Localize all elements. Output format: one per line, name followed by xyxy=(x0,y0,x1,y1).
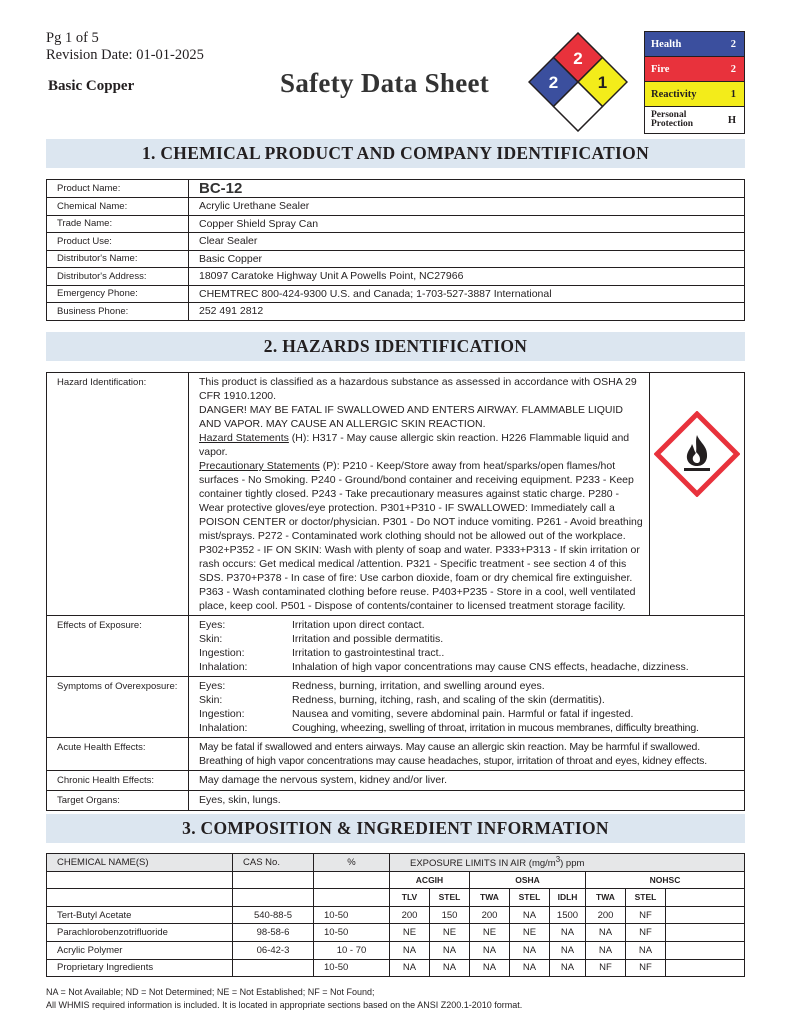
col-cas: CAS No. xyxy=(233,854,314,872)
trade-name-value: Copper Shield Spray Can xyxy=(189,215,745,233)
blank-cell xyxy=(666,941,745,959)
sub-value: Irritation upon direct contact. xyxy=(292,619,425,631)
nfpa-fire-value: 2 xyxy=(573,49,583,68)
table-row xyxy=(47,180,745,198)
acute-health-effects-value: May be fatal if swallowed and enters airways. May cause an allergic skin reaction. May be harmful if swallowed. Breathing of high vapor concentrations may cause headaches, stupor, irritation of throat and eyes, kidney effects. xyxy=(189,738,745,771)
col-acgih-tlv: TLV xyxy=(390,889,430,907)
sub-label: Skin: xyxy=(199,633,223,645)
osha-stel: NA xyxy=(510,906,550,924)
table-row xyxy=(47,285,745,303)
nohsc-twa: NF xyxy=(586,959,626,977)
osha-idlh: NA xyxy=(550,941,586,959)
acgih-tlv: NA xyxy=(390,959,430,977)
hmis-ppe-label-line2: Protection xyxy=(651,119,694,129)
col-osha-stel: STEL xyxy=(510,889,550,907)
nfpa-reactivity-value: 1 xyxy=(597,73,608,92)
hmis-fire-label: Fire xyxy=(651,63,670,75)
document-title: Safety Data Sheet xyxy=(280,68,490,98)
target-organs-value: Eyes, skin, lungs. xyxy=(189,791,745,811)
chronic-health-effects-value: May damage the nervous system, kidney and/or liver. xyxy=(189,771,745,791)
table-row xyxy=(47,771,745,791)
exposure-sup: 3 xyxy=(555,855,561,865)
target-organs-label: Target Organs: xyxy=(47,791,189,811)
osha-idlh: NA xyxy=(550,924,586,942)
precautionary-statements-label: Precautionary Statements xyxy=(199,460,320,472)
table-row xyxy=(47,198,745,216)
chemical-name: Tert-Butyl Acetate xyxy=(47,906,233,924)
table-row xyxy=(47,677,745,738)
emergency-phone-label: Emergency Phone: xyxy=(47,285,189,303)
acgih-stel: 150 xyxy=(430,906,470,924)
col-nohsc-twa: TWA xyxy=(586,889,626,907)
distributor-name-value: Basic Copper xyxy=(189,250,745,268)
col-exposure-limits xyxy=(390,854,745,872)
acgih-stel: NA xyxy=(430,959,470,977)
product-identification-table xyxy=(46,179,745,321)
table-subheader-row xyxy=(47,871,745,889)
sub-value: Nausea and vomiting, severe abdominal pain. Harmful or fatal if ingested. xyxy=(292,708,634,720)
blank-cell xyxy=(47,871,233,889)
sub-value: Inhalation of high vapor concentrations may cause CNS effects, headache, dizziness. xyxy=(292,661,689,673)
cas-number: 540-88-5 xyxy=(233,906,314,924)
page-info xyxy=(46,30,204,64)
table-subheader-row xyxy=(47,889,745,907)
symptoms-of-overexposure-values xyxy=(189,677,745,738)
osha-stel: NE xyxy=(510,924,550,942)
osha-twa: NE xyxy=(470,924,510,942)
effects-inhalation xyxy=(199,660,738,674)
percent: 10-50 xyxy=(314,959,390,977)
effects-ingestion xyxy=(199,646,738,660)
emergency-phone-value: CHEMTREC 800-424-9300 U.S. and Canada; 1-703-527-3887 International xyxy=(189,285,745,303)
hmis-health-value: 2 xyxy=(730,38,736,50)
table-row xyxy=(47,233,745,251)
hazards-table xyxy=(46,372,745,811)
hazard-identification-text xyxy=(189,373,650,616)
hmis-health-label: Health xyxy=(651,38,682,50)
col-acgih: ACGIH xyxy=(390,871,470,889)
nohsc-stel: NF xyxy=(626,924,666,942)
hmis-ppe-value: H xyxy=(727,114,736,126)
table-row xyxy=(47,738,745,771)
hmis-ppe-label-line1: Personal xyxy=(651,110,687,120)
nohsc-stel: NF xyxy=(626,906,666,924)
sub-value: Redness, burning, itching, rash, and scaling of the skin (dermatitis). xyxy=(292,694,605,706)
exposure-suffix: ) ppm xyxy=(560,858,585,870)
hazard-statements: (H): H317 - May cause allergic skin reaction. H226 Flammable liquid and vapor. xyxy=(199,432,630,458)
col-nohsc-stel: STEL xyxy=(626,889,666,907)
hmis-reactivity-label: Reactivity xyxy=(651,88,697,100)
chemical-name: Proprietary Ingredients xyxy=(47,959,233,977)
revision-date: Revision Date: 01-01-2025 xyxy=(46,47,204,63)
chemical-name: Parachlorobenzotrifluoride xyxy=(47,924,233,942)
nohsc-stel: NF xyxy=(626,959,666,977)
hmis-ppe-row xyxy=(645,107,744,133)
nfpa-diamond-icon xyxy=(528,32,628,132)
col-nohsc: NOHSC xyxy=(586,871,745,889)
distributor-name-label: Distributor's Name: xyxy=(47,250,189,268)
chemical-name-value: Acrylic Urethane Sealer xyxy=(189,198,745,216)
sub-label: Ingestion: xyxy=(199,708,245,720)
col-percent: % xyxy=(314,854,390,872)
hmis-ppe-label xyxy=(651,111,726,129)
section-3-header: 3. COMPOSITION & INGREDIENT INFORMATION xyxy=(46,814,745,843)
sub-value: Coughing, wheezing, swelling of throat, irritation in mucous membranes, difficulty breathing. xyxy=(292,722,699,734)
table-row xyxy=(47,373,745,616)
acgih-stel: NA xyxy=(430,941,470,959)
table-row xyxy=(47,924,745,942)
osha-idlh: 1500 xyxy=(550,906,586,924)
table-row xyxy=(47,215,745,233)
sub-label: Skin: xyxy=(199,694,223,706)
distributor-address-value: 18097 Caratoke Highway Unit A Powells Point, NC27966 xyxy=(189,268,745,286)
blank-cell xyxy=(233,871,314,889)
abbreviation-footnote: NA = Not Available; ND = Not Determined; NE = Not Established; NF = Not Found; xyxy=(46,987,375,997)
section-1-header: 1. CHEMICAL PRODUCT AND COMPANY IDENTIFICATION xyxy=(46,139,745,168)
col-acgih-stel: STEL xyxy=(430,889,470,907)
product-use-value: Clear Sealer xyxy=(189,233,745,251)
table-row xyxy=(47,616,745,677)
blank-cell xyxy=(47,889,233,907)
table-row xyxy=(47,906,745,924)
symptoms-inhalation xyxy=(199,721,738,735)
cas-number: 98-58-6 xyxy=(233,924,314,942)
sub-label: Inhalation: xyxy=(199,661,248,673)
distributor-name: Basic Copper xyxy=(48,78,135,94)
percent: 10-50 xyxy=(314,906,390,924)
osha-twa: NA xyxy=(470,959,510,977)
hmis-health-row xyxy=(645,32,744,57)
sub-label: Eyes: xyxy=(199,680,226,692)
exposure-label: EXPOSURE LIMITS IN AIR (mg/m xyxy=(410,858,556,870)
table-row xyxy=(47,303,745,321)
sub-label: Ingestion: xyxy=(199,647,245,659)
symptoms-eyes xyxy=(199,679,738,693)
blank-cell xyxy=(666,959,745,977)
chronic-health-effects-label: Chronic Health Effects: xyxy=(47,771,189,791)
blank-cell xyxy=(233,889,314,907)
nfpa-health-value: 2 xyxy=(548,73,559,92)
percent: 10 - 70 xyxy=(314,941,390,959)
flame-pictogram-icon xyxy=(654,411,740,497)
composition-table xyxy=(46,853,745,977)
hmis-reactivity-value: 1 xyxy=(730,88,736,100)
symptoms-skin xyxy=(199,693,738,707)
blank-cell xyxy=(666,924,745,942)
hazard-danger: DANGER! MAY BE FATAL IF SWALLOWED AND ENTERS AIRWAY. FLAMMABLE LIQUID AND VAPOR. MAY CAUSE AN ALLERGIC SKIN REACTION. xyxy=(199,404,623,430)
trade-name-label: Trade Name: xyxy=(47,215,189,233)
table-row xyxy=(47,250,745,268)
osha-twa: NA xyxy=(470,941,510,959)
product-use-label: Product Use: xyxy=(47,233,189,251)
nohsc-stel: NA xyxy=(626,941,666,959)
blank-cell xyxy=(314,889,390,907)
effects-skin xyxy=(199,632,738,646)
table-row xyxy=(47,791,745,811)
col-osha-idlh: IDLH xyxy=(550,889,586,907)
hmis-label xyxy=(644,31,745,134)
sub-label: Inhalation: xyxy=(199,722,248,734)
col-osha: OSHA xyxy=(470,871,586,889)
symptoms-ingestion xyxy=(199,707,738,721)
precautionary-statements: (P): P210 - Keep/Store away from heat/sparks/open flames/hot surfaces - No Smoking. P240 - Ground/bond container and receiving equipment. P233 - Keep container tightly closed. P243 - Take precautionary measures against static charge. P280 - Wear protective gloves/eye protection. P301+P310 - IF SWALLOWED: Immediately call a POISON CENTER or doctor/physician. P301 - Do NOT induce vomiting. P261 - Avoid breathing mist/sprays. P272 - Contaminated work clothing should not be allowed out of the workplace. P302+P352 - IF ON SKIN: Wash with plenty of soap and water. P333+P313 - If skin irritation or rash occurs: Get medical medical /attention. P321 - Specific treatment - see section 4 of this SDS. P370+P378 - In case of fire: Use carbon dioxide, foam or dry chemical fire extinguisher. P363 - Wash contaminated clothing before reuse. P403+P235 - Store in a cool, well ventilated place, keep cool. P501 - Dispose of contents/container to licensed treatment storage facility. xyxy=(199,460,643,612)
hazard-intro: This product is classified as a hazardous substance as assessed in accordance with OSHA 29 CFR 1910.1200. xyxy=(199,376,637,402)
page-number: Pg 1 of 5 xyxy=(46,30,99,46)
effects-of-exposure-label: Effects of Exposure: xyxy=(47,616,189,677)
acgih-tlv: NA xyxy=(390,941,430,959)
hazard-identification-label: Hazard Identification: xyxy=(47,373,189,616)
blank-cell xyxy=(314,871,390,889)
osha-idlh: NA xyxy=(550,959,586,977)
footnotes xyxy=(46,986,522,1012)
business-phone-label: Business Phone: xyxy=(47,303,189,321)
nohsc-twa: NA xyxy=(586,924,626,942)
blank-cell xyxy=(666,906,745,924)
hazard-statements-label: Hazard Statements xyxy=(199,432,289,444)
nohsc-twa: NA xyxy=(586,941,626,959)
sub-value: Irritation to gastrointestinal tract.. xyxy=(292,647,445,659)
hmis-reactivity-row xyxy=(645,82,744,107)
product-name-label: Product Name: xyxy=(47,180,189,198)
section-2-header: 2. HAZARDS IDENTIFICATION xyxy=(46,332,745,361)
sub-label: Eyes: xyxy=(199,619,226,631)
chemical-name: Acrylic Polymer xyxy=(47,941,233,959)
osha-twa: 200 xyxy=(470,906,510,924)
effects-eyes xyxy=(199,618,738,632)
distributor-address-label: Distributor's Address: xyxy=(47,268,189,286)
product-name-value: BC-12 xyxy=(189,180,745,198)
table-row xyxy=(47,268,745,286)
sub-value: Irritation and possible dermatitis. xyxy=(292,633,444,645)
acgih-tlv: NE xyxy=(390,924,430,942)
osha-stel: NA xyxy=(510,959,550,977)
table-row xyxy=(47,959,745,977)
blank-cell xyxy=(666,889,745,907)
effects-of-exposure-values xyxy=(189,616,745,677)
chemical-name-label: Chemical Name: xyxy=(47,198,189,216)
hmis-fire-value: 2 xyxy=(730,63,736,75)
acgih-stel: NE xyxy=(430,924,470,942)
col-chemical-name: CHEMICAL NAME(S) xyxy=(47,854,233,872)
cas-number: 06-42-3 xyxy=(233,941,314,959)
sub-value: Redness, burning, irritation, and swelling around eyes. xyxy=(292,680,545,692)
symptoms-of-overexposure-label: Symptoms of Overexposure: xyxy=(47,677,189,738)
whmis-footnote: All WHMIS required information is included. It is located in appropriate sections based on the ANSI Z200.1-2010 format. xyxy=(46,1000,523,1010)
acute-health-effects-label: Acute Health Effects: xyxy=(47,738,189,771)
col-osha-twa: TWA xyxy=(470,889,510,907)
table-row xyxy=(47,941,745,959)
osha-stel: NA xyxy=(510,941,550,959)
business-phone-value: 252 491 2812 xyxy=(189,303,745,321)
pictogram-cell xyxy=(650,373,745,616)
hmis-fire-row xyxy=(645,57,744,82)
percent: 10-50 xyxy=(314,924,390,942)
cas-number xyxy=(233,959,314,977)
acgih-tlv: 200 xyxy=(390,906,430,924)
nohsc-twa: 200 xyxy=(586,906,626,924)
table-header-row xyxy=(47,854,745,872)
